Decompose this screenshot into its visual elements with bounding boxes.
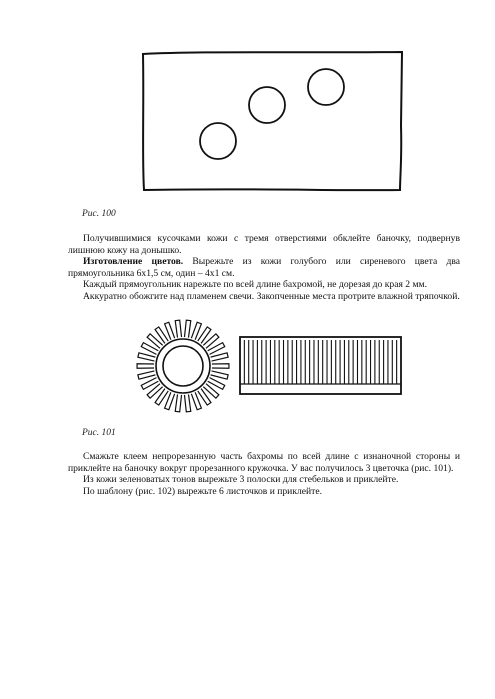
flower-petal [138, 353, 156, 361]
flower-fringe-petals [137, 320, 229, 412]
section-heading: Изготовление цветов. [83, 256, 184, 268]
paragraph-text: Вырежьте из кожи голубого или сиреневого цвета два прямоугольника 6х1,5 см, один – 4х1 см. [68, 256, 460, 279]
flower-petal [211, 353, 229, 361]
flower-petal [184, 394, 190, 411]
flower-petal [175, 394, 181, 411]
flower-petal [138, 371, 156, 379]
leather-piece-outline [143, 52, 402, 190]
text-block-2 [68, 451, 460, 497]
flower-petal [175, 320, 181, 337]
hole-circle-2 [249, 87, 285, 123]
figure-101-caption: Рис. 101 [82, 428, 116, 438]
flower-center-inner [163, 346, 203, 386]
paragraph: Каждый прямоугольник нарежьте по всей длине бахромой, не дорезая до края 2 мм. [83, 279, 428, 291]
fringe-cuts [244, 340, 396, 384]
flower-petal [137, 364, 154, 369]
flower-ring-drawing [133, 316, 233, 416]
text-block-1 [68, 233, 460, 303]
paragraph: Смажьте клеем непрорезанную часть бахромы по всей длине с изнаночной стороны и приклейте на баночку вокруг прорезанного кружочка. У вас получилось 3 цветочка (рис. 101). [68, 451, 460, 474]
flower-petal [184, 320, 190, 337]
flower-center-outer [156, 339, 210, 393]
figure-100-drawing [140, 48, 405, 198]
fringe-strip-drawing [238, 335, 403, 397]
paragraph: Аккуратно обожгите над пламенем свечи. Закопченные места протрите влажной тряпочкой. [83, 290, 460, 302]
figure-100-caption: Рис. 100 [82, 209, 116, 219]
strip-outline [240, 337, 401, 394]
hole-circle-3 [308, 69, 344, 105]
paragraph: Из кожи зеленоватых тонов вырежьте 3 полоски для стебельков и приклейте. [83, 474, 399, 486]
flower-petal [211, 371, 229, 379]
paragraph: По шаблону (рис. 102) вырежьте 6 листочков и приклейте. [83, 485, 323, 497]
paragraph [68, 256, 460, 279]
paragraph: Получившимися кусочками кожи с тремя отверстиями обклейте баночку, подвернув лишнюю кожу на донышко. [68, 233, 460, 256]
flower-petal [212, 364, 229, 369]
hole-circle-1 [200, 123, 236, 159]
